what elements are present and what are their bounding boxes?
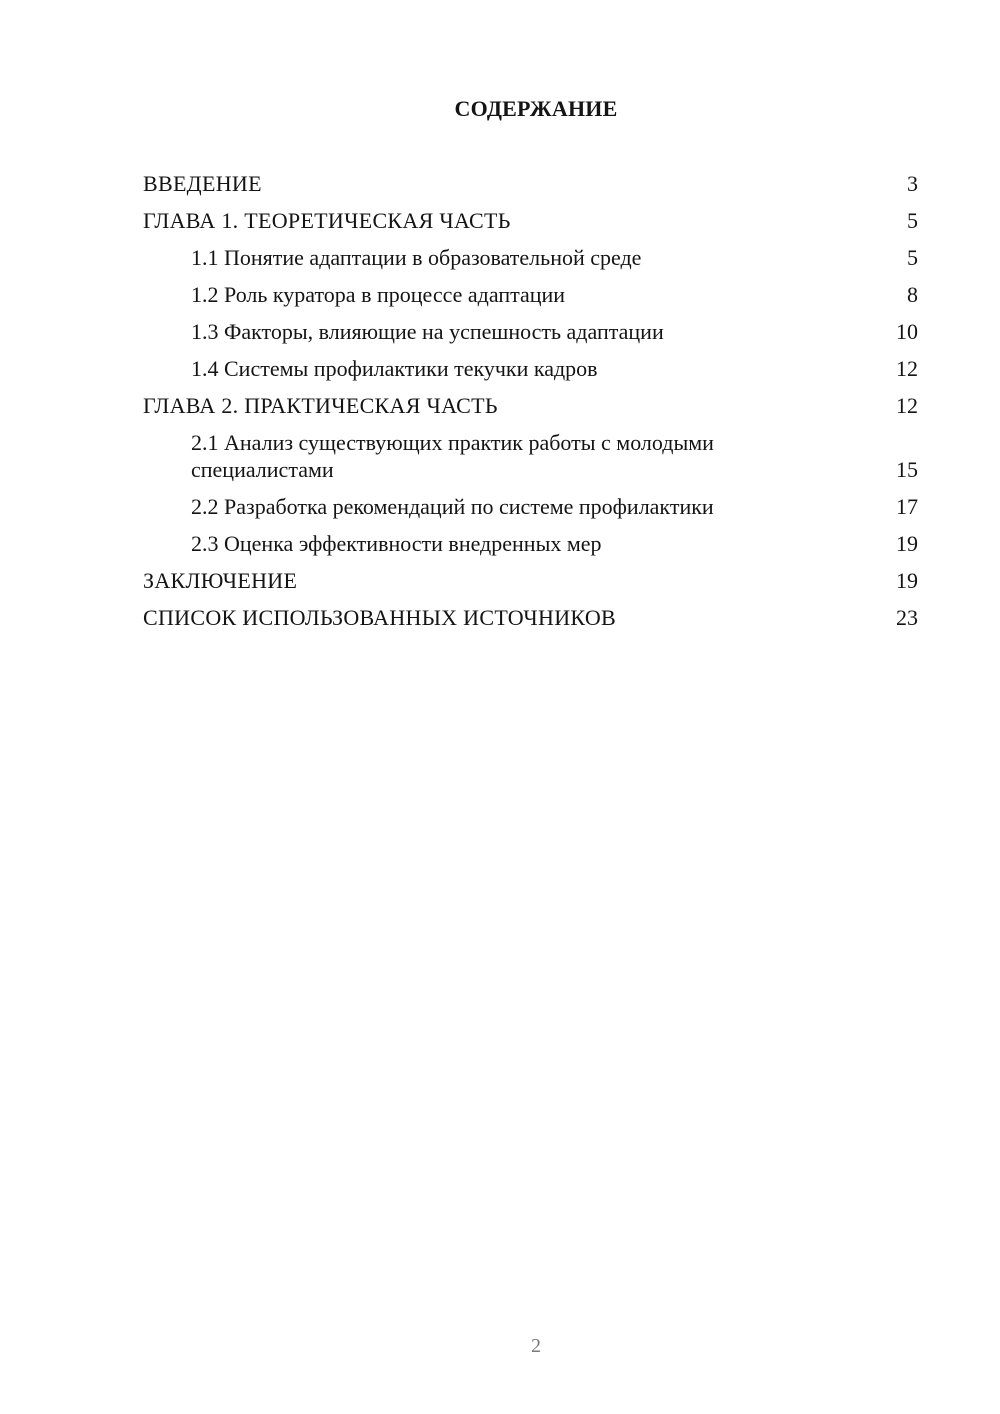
toc-entry-page: 5	[907, 208, 918, 233]
toc-entry-section-1-3[interactable]	[143, 318, 918, 355]
toc-entry-page: 17	[896, 494, 918, 519]
toc-entry-section-1-2[interactable]	[143, 281, 918, 318]
toc-entry-label: 1.4 Системы профилактики текучки кадров	[191, 356, 598, 381]
toc-entry-label: 2.1 Анализ существующих практик работы с молодыми специалистами	[191, 430, 714, 482]
toc-entry-label: ГЛАВА 1. ТЕОРЕТИЧЕСКАЯ ЧАСТЬ	[143, 208, 511, 233]
toc-entry-section-2-1[interactable]	[143, 429, 918, 493]
toc-entry-page: 23	[896, 605, 918, 630]
toc-entry-page: 5	[907, 245, 918, 270]
toc-entry-page: 12	[896, 393, 918, 418]
toc-entry-section-2-3[interactable]	[143, 530, 918, 567]
toc-entry-label: ЗАКЛЮЧЕНИЕ	[143, 568, 298, 593]
toc-entry-page: 12	[896, 356, 918, 381]
toc-entry-label: 2.3 Оценка эффективности внедренных мер	[191, 531, 602, 556]
toc-entry-label: СПИСОК ИСПОЛЬЗОВАННЫХ ИСТОЧНИКОВ	[143, 605, 616, 630]
toc-entry-label: 1.1 Понятие адаптации в образовательной среде	[191, 245, 642, 270]
toc-entry-chapter-1[interactable]	[143, 207, 918, 244]
toc-entry-introduction[interactable]	[143, 170, 918, 207]
table-of-contents	[143, 170, 918, 641]
page-title: СОДЕРЖАНИЕ	[454, 96, 618, 121]
toc-entry-section-2-2[interactable]	[143, 493, 918, 530]
toc-entry-conclusion[interactable]	[143, 567, 918, 604]
toc-entry-page: 3	[907, 171, 918, 196]
toc-entry-page: 19	[896, 568, 918, 593]
toc-entry-label: ВВЕДЕНИЕ	[143, 171, 262, 196]
page-number: 2	[531, 1335, 541, 1357]
toc-entry-label: 1.3 Факторы, влияющие на успешность адаптации	[191, 319, 664, 344]
toc-entry-label: ГЛАВА 2. ПРАКТИЧЕСКАЯ ЧАСТЬ	[143, 393, 498, 418]
toc-entry-page: 10	[896, 319, 918, 344]
toc-entry-section-1-1[interactable]	[143, 244, 918, 281]
toc-entry-chapter-2[interactable]	[143, 392, 918, 429]
toc-entry-page: 15	[896, 457, 918, 482]
toc-entry-page: 19	[896, 531, 918, 556]
toc-entry-page: 8	[907, 282, 918, 307]
toc-entry-label: 2.2 Разработка рекомендаций по системе профилактики	[191, 494, 714, 519]
toc-entry-label: 1.2 Роль куратора в процессе адаптации	[191, 282, 566, 307]
toc-entry-references[interactable]	[143, 604, 918, 641]
toc-entry-section-1-4[interactable]	[143, 355, 918, 392]
